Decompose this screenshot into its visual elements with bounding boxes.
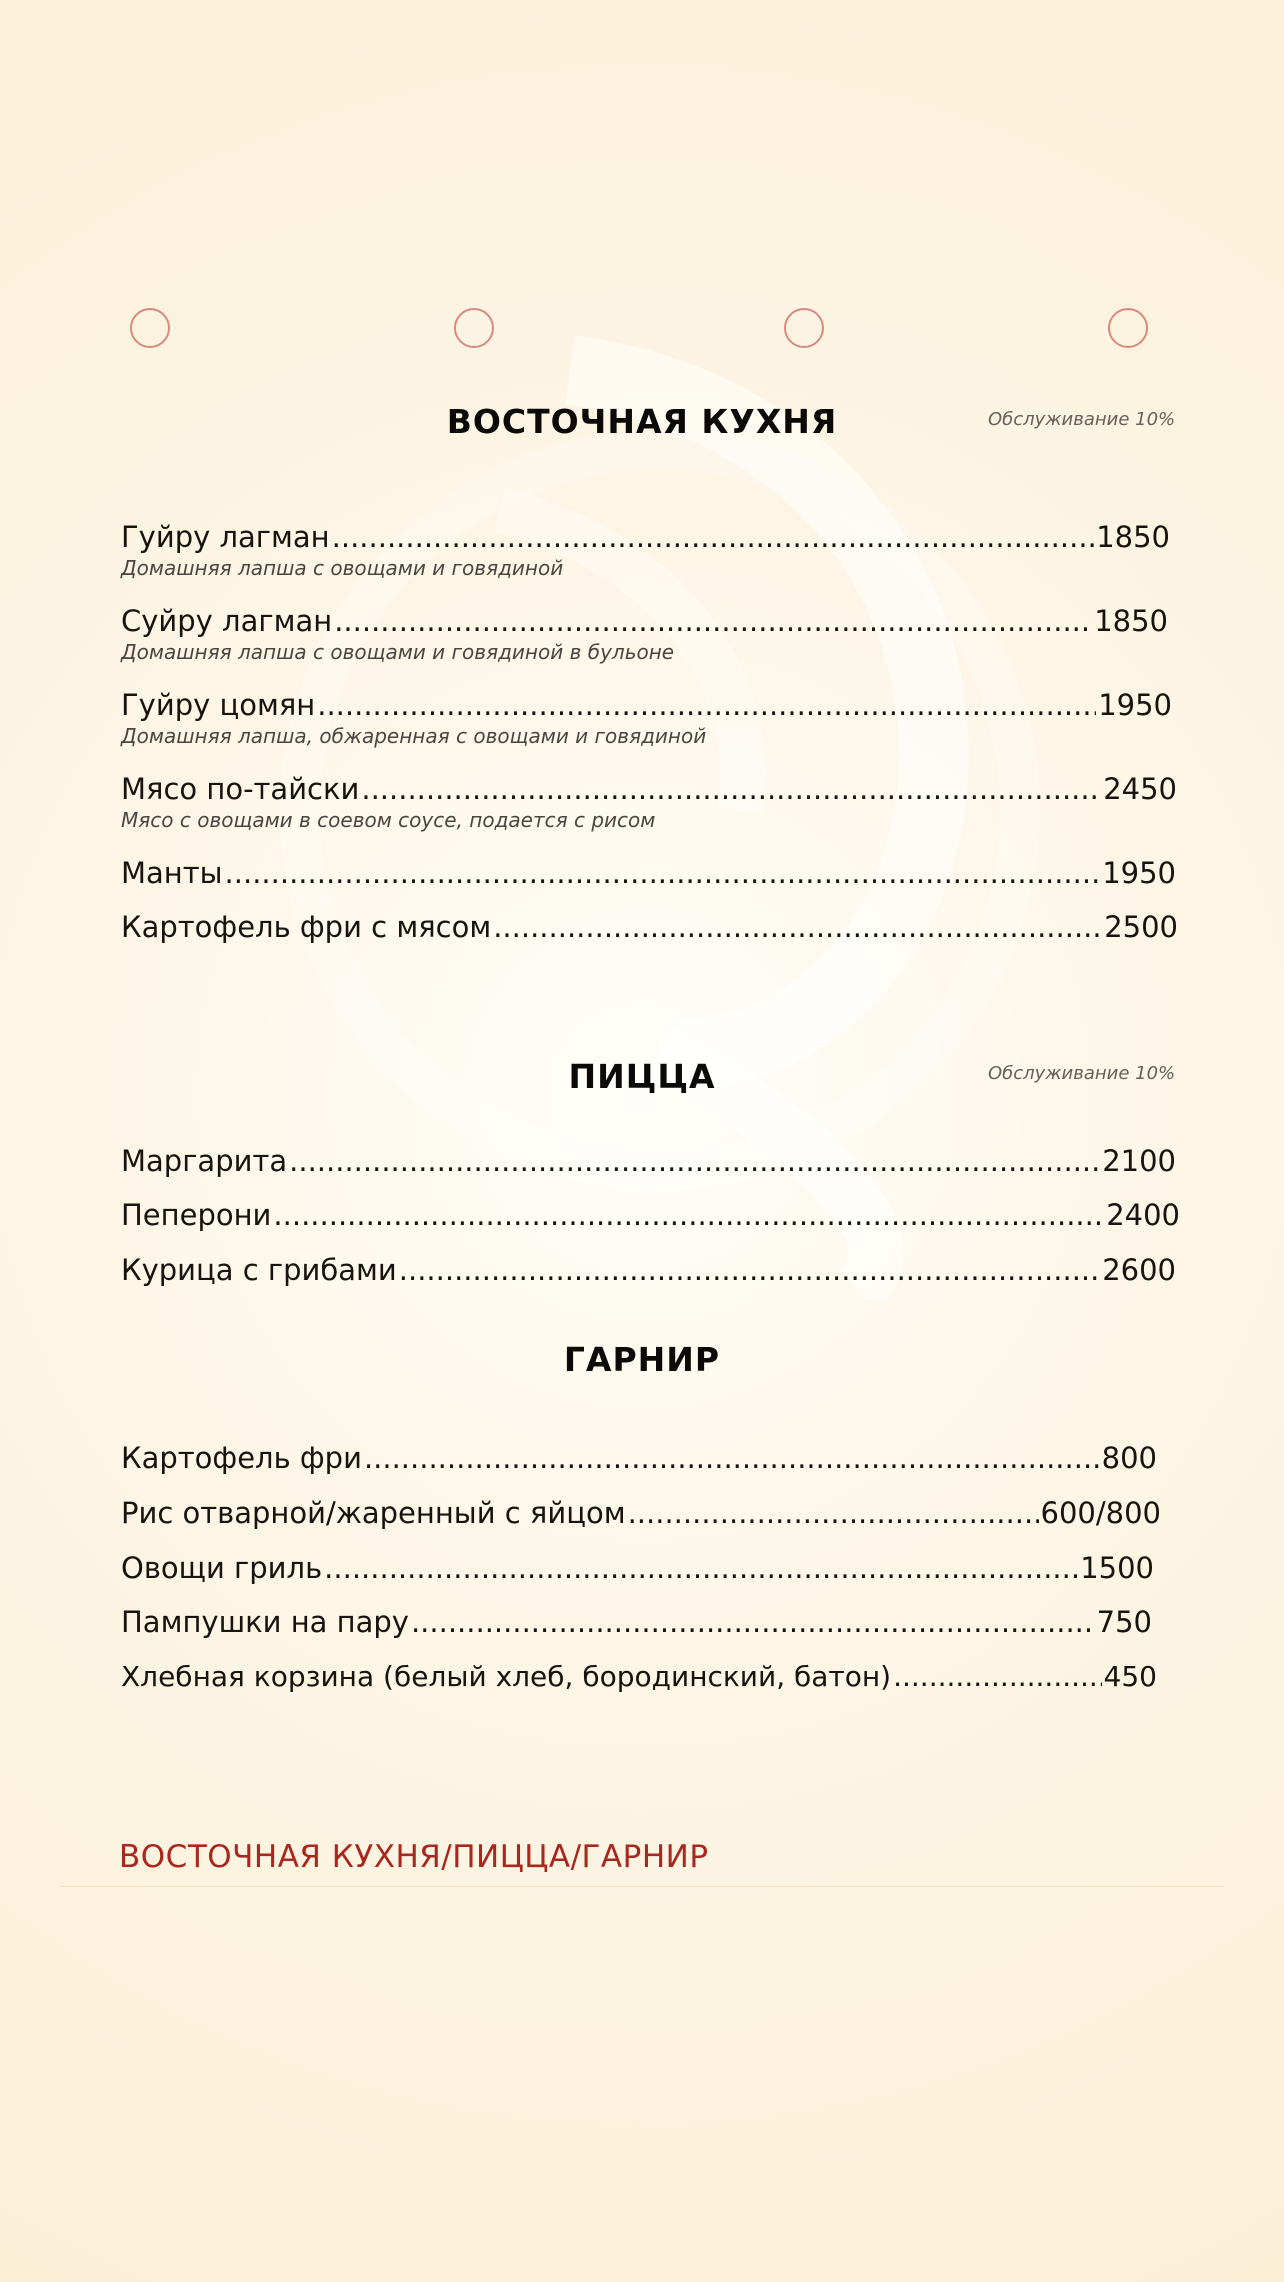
dot-leader [225,856,1101,890]
item-price: 450 [1103,1660,1157,1693]
menu-item [121,1496,1161,1530]
item-price: 1850 [1096,520,1170,554]
item-name: Маргарита [121,1144,288,1178]
menu-item [121,604,1168,638]
menu-item [121,1198,1180,1232]
item-name: Пампушки на пару [121,1605,409,1639]
menu-item [121,688,1172,722]
ring-icon [130,308,170,348]
item-description: Мясо с овощами в соевом соусе, подается с рисом [121,808,656,832]
item-price: 1950 [1102,856,1176,890]
service-note-eastern: Обслуживание 10% [988,409,1176,430]
dot-leader [332,520,1095,554]
dot-leader [334,604,1092,638]
dot-leader [317,688,1096,722]
menu-item [121,1144,1176,1178]
menu-item [121,1253,1176,1287]
item-description: Домашняя лапша, обжаренная с овощами и говядиной [121,724,707,748]
dot-leader [399,1253,1100,1287]
dot-leader [893,1660,1101,1693]
section-title-eastern: ВОСТОЧНАЯ КУХНЯ [446,402,838,441]
menu-item [121,1441,1157,1475]
menu-item [121,1605,1152,1639]
menu-item [121,910,1178,944]
item-price: 2100 [1102,1144,1176,1178]
item-name: Курица с грибами [121,1253,397,1287]
ring-icon [784,308,824,348]
dot-leader [273,1198,1104,1232]
menu-item [121,856,1176,890]
item-description: Домашняя лапша с овощами и говядиной в бульоне [121,640,675,664]
menu-item [121,520,1170,554]
section-title-garnish: ГАРНИР [563,1340,721,1379]
item-price: 600/800 [1040,1496,1161,1530]
item-name: Гуйру лагман [121,520,330,554]
ring-icon [1108,308,1148,348]
menu-item [121,1551,1154,1585]
dot-leader [411,1605,1095,1639]
dot-leader [324,1551,1078,1585]
menu-item [121,772,1177,806]
item-name: Картофель фри [121,1441,362,1475]
footer-section-title: ВОСТОЧНАЯ КУХНЯ/ПИЦЦА/ГАРНИР [119,1839,709,1875]
dot-leader [493,910,1102,944]
item-name: Манты [121,856,223,890]
item-name: Рис отварной/жаренный с яйцом [121,1496,626,1530]
footer-divider [60,1886,1224,1887]
dot-leader [361,772,1101,806]
item-price: 2500 [1104,910,1178,944]
item-price: 2600 [1102,1253,1176,1287]
item-name: Мясо по-тайски [121,772,360,806]
item-price: 2450 [1103,772,1177,806]
service-note-pizza: Обслуживание 10% [988,1063,1176,1084]
item-price: 800 [1101,1441,1157,1475]
item-name: Хлебная корзина (белый хлеб, бородинский, батон) [121,1660,892,1693]
menu-item [121,1660,1157,1693]
section-title-pizza: ПИЦЦА [568,1057,716,1096]
item-price: 1500 [1080,1551,1154,1585]
item-name: Овощи гриль [121,1551,323,1585]
item-price: 1950 [1098,688,1172,722]
item-price: 1850 [1094,604,1168,638]
item-name: Суйру лагман [121,604,333,638]
item-name: Гуйру цомян [121,688,316,722]
item-price: 750 [1096,1605,1152,1639]
ring-icon [454,308,494,348]
item-description: Домашняя лапша с овощами и говядиной [121,556,564,580]
dot-leader [289,1144,1100,1178]
item-name: Пеперони [121,1198,272,1232]
dot-leader [628,1496,1039,1530]
item-name: Картофель фри с мясом [121,910,492,944]
dot-leader [364,1441,1100,1475]
item-price: 2400 [1106,1198,1180,1232]
